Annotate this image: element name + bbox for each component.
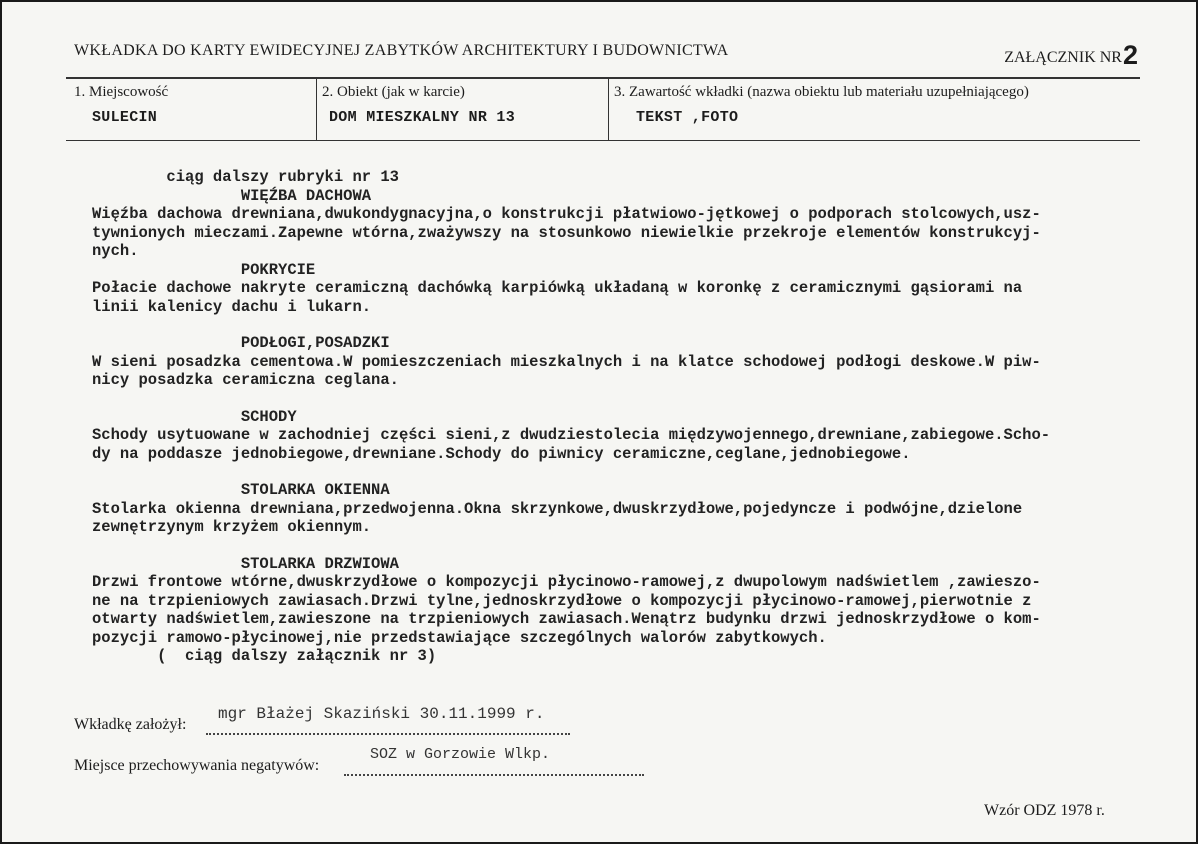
content-label: 3. Zawartość wkładki (nazwa obiektu lub materiału uzupełniającego) bbox=[614, 84, 1029, 100]
body-line: nych. bbox=[92, 242, 139, 260]
body-line: pozycji ramowo-płycinowej,nie przedstawiające szczególnych walorów zabytkowych. bbox=[92, 628, 827, 647]
locality-label: 1. Miejscowość bbox=[74, 84, 169, 100]
blank-line bbox=[92, 390, 1152, 408]
body-line: W sieni posadzka cementowa.W pomieszczeniach mieszkalnych i na klatce schodowej podłogi deskowe.W piw- bbox=[92, 352, 1041, 371]
negatives-location-value: SOZ w Gorzowie Wlkp. bbox=[370, 746, 551, 763]
column-divider bbox=[608, 78, 609, 141]
negatives-location-label: Miejsce przechowywania negatywów: bbox=[74, 757, 320, 774]
body-line: tywnionych mieczami.Zapewne wtórna,zważywszy na stosunkowo niewielkie przekroje elementów konstrukcyj- bbox=[92, 223, 1041, 242]
body-line: STOLARKA DRZWIOWA bbox=[92, 554, 399, 573]
body-line: Połacie dachowe nakryte ceramiczną dachówką karpiówką układaną w koronkę z ceramicznymi gąsiorami na bbox=[92, 279, 1023, 297]
body-line: linii kalenicy dachu i lukarn. bbox=[92, 297, 372, 316]
body-line: ne na trzpieniowych zawiasach.Drzwi tylne,jednoskrzydłowe o kompozycji płycinowo-ramowej,pierwotnie z bbox=[92, 591, 1032, 610]
created-by-value: mgr Błażej Skaziński 30.11.1999 r. bbox=[218, 705, 545, 723]
blank-line bbox=[92, 537, 1152, 555]
column-divider bbox=[316, 78, 317, 141]
body-line: nicy posadzka ceramiczna ceglana. bbox=[92, 371, 399, 389]
body-line: otwarty nadświetlem,zawieszone na trzpieniowych zawiasach.Wenątrz budynku drzwi jednoskrzydłowe o kom- bbox=[92, 610, 1041, 628]
blank-line bbox=[92, 316, 1152, 334]
body-line: SCHODY bbox=[92, 407, 297, 426]
body-line: dy na poddasze jednobiegowe,drewniane.Schody do piwnicy ceramiczne,ceglane,jednobiegowe. bbox=[92, 444, 911, 463]
document-card bbox=[2, 2, 1196, 842]
table-bottom-rule bbox=[66, 140, 1140, 141]
body-line: zewnętrzynym krzyżem okiennym. bbox=[92, 518, 372, 536]
locality-value: SULECIN bbox=[92, 109, 158, 126]
object-label: 2. Obiekt (jak w karcie) bbox=[322, 84, 465, 100]
body-line: STOLARKA OKIENNA bbox=[92, 481, 390, 499]
body-line: Drzwi frontowe wtórne,dwuskrzydłowe o kompozycji płycinowo-ramowej,z dwupolowym nadświetlem ,zawieszo- bbox=[92, 573, 1041, 591]
body-line: Więźba dachowa drewniana,dwukondygnacyjna,o konstrukcji płatwiowo-jętkowej o podporach stolcowych,usz- bbox=[92, 205, 1041, 223]
body-line: PODŁOGI,POSADZKI bbox=[92, 334, 390, 352]
created-by-label: Wkładkę założył: bbox=[74, 716, 187, 733]
body-line: ciąg dalszy rubryki nr 13 bbox=[92, 168, 399, 186]
body-line: POKRYCIE bbox=[92, 260, 316, 279]
body-line: ( ciąg dalszy załącznik nr 3) bbox=[92, 647, 437, 665]
attachment-label: ZAŁĄCZNIK NR bbox=[1004, 49, 1122, 66]
object-value: DOM MIESZKALNY NR 13 bbox=[329, 109, 516, 126]
typed-description bbox=[92, 168, 1152, 666]
content-value: TEKST ,FOTO bbox=[636, 109, 739, 126]
table-top-rule bbox=[66, 77, 1140, 79]
attachment-digit: 2 bbox=[1122, 40, 1138, 70]
blank-line bbox=[92, 463, 1152, 481]
body-line: Schody usytuowane w zachodniej części sieni,z dwudziestolecia międzywojennego,drewniane,zabiegowe.Scho- bbox=[92, 426, 1051, 444]
document-title: WKŁADKA DO KARTY EWIDECYJNEJ ZABYTKÓW ARCHITEKTURY I BUDOWNICTWA bbox=[74, 42, 729, 59]
form-pattern-note: Wzór ODZ 1978 r. bbox=[984, 802, 1105, 819]
body-line: Stolarka okienna drewniana,przedwojenna.Okna skrzynkowe,dwuskrzydłowe,pojedyncze i podwójne,dzielone bbox=[92, 499, 1023, 518]
body-line: WIĘŹBA DACHOWA bbox=[92, 186, 372, 205]
attachment-number bbox=[1004, 40, 1138, 71]
